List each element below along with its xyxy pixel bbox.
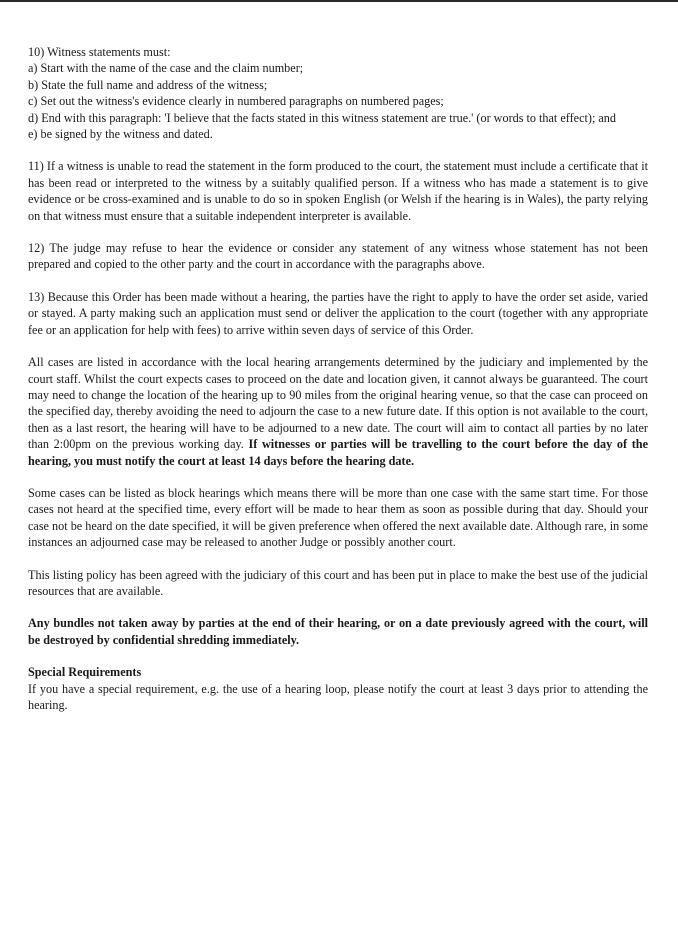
witness-statements-intro: 10) Witness statements must: xyxy=(28,45,171,59)
top-border-line xyxy=(0,0,678,2)
list-item: a) Start with the name of the case and the claim number; xyxy=(28,61,304,76)
listing-arrangements-text: All cases are listed in accordance with the local hearing arrangements determined by the judiciary and implemented by the court staff. Whilst the court expects cases to proceed on the date and location given, it cannot always be guaranteed. The court may need to change the location of the hearing up to 90 miles from the original hearing venue, so that the case can proceed on the specified day, thereby avoiding the need to adjourn the case to a new future date. If this option is not available to the court, then as a last resort, the hearing will have to be adjourned to a new date. The court will aim to contact all parties by no later than 2:00pm on the previous working day. xyxy=(28,355,648,452)
bundles-notice: Any bundles not taken away by parties at the end of their hearing, or on a date previously agreed with the court, will be destroyed by confidential shredding immediately. xyxy=(28,616,648,647)
list-item: c) Set out the witness's evidence clearly in numbered paragraphs on numbered pages; xyxy=(28,94,444,109)
list-item: b) State the full name and address of the witness; xyxy=(28,77,268,92)
list-item: e) be signed by the witness and dated. xyxy=(28,127,213,142)
block-hearings-paragraph: Some cases can be listed as block hearings which means there will be more than one case with the same start time. For those cases not heard at the specified time, every effort will be made to hear them as soon as possible during that day. Should your case not be heard on the date specified, it will be given preference when offered the next available date. Although rare, in some instances an adjourned case may be released to another Judge or possibly another court. xyxy=(28,485,648,550)
list-item: d) End with this paragraph: 'I believe that the facts stated in this witness statement are true.' (or words to that effect); and xyxy=(28,110,616,125)
listing-policy-paragraph: This listing policy has been agreed with the judiciary of this court and has been put in place to make the best use of the judicial resources that are available. xyxy=(28,567,648,598)
listing-arrangements-paragraph xyxy=(28,354,648,469)
special-requirements-text: If you have a special requirement, e.g. the use of a hearing loop, please notify the court at least 3 days prior to attending the hearing. xyxy=(28,681,648,712)
witness-statements-section xyxy=(28,44,648,142)
paragraph-11-interpreter: 11) If a witness is unable to read the statement in the form produced to the court, the statement must include a certificate that it has been read or interpreted to the witness by a suitably qualified person. If a witness who has made a statement is to give evidence or be cross-examined and is unable to do so in spoken English (or Welsh if the hearing is in Wales), the party relying on that witness must ensure that a suitable independent interpreter is available. xyxy=(28,159,648,223)
paragraph-13-set-aside: 13) Because this Order has been made without a hearing, the parties have the right to apply to have the order set aside, varied or stayed. A party making such an application must send or deliver the application to the court (together with any appropriate fee or an application for help with fees) to arrive within seven days of service of this Order. xyxy=(28,289,648,337)
document-page xyxy=(28,44,648,729)
travelling-notice-bold: If witnesses or parties will be travelling to the court before the day of the hearing, you must notify the court at least 14 days before the hearing date. xyxy=(28,437,648,468)
special-requirements-section xyxy=(28,664,648,713)
special-requirements-heading: Special Requirements xyxy=(28,665,142,680)
paragraph-12-refusal: 12) The judge may refuse to hear the evidence or consider any statement of any witness whose statement has not been prepared and copied to the other party and the court in accordance with the paragraphs above. xyxy=(28,241,648,272)
